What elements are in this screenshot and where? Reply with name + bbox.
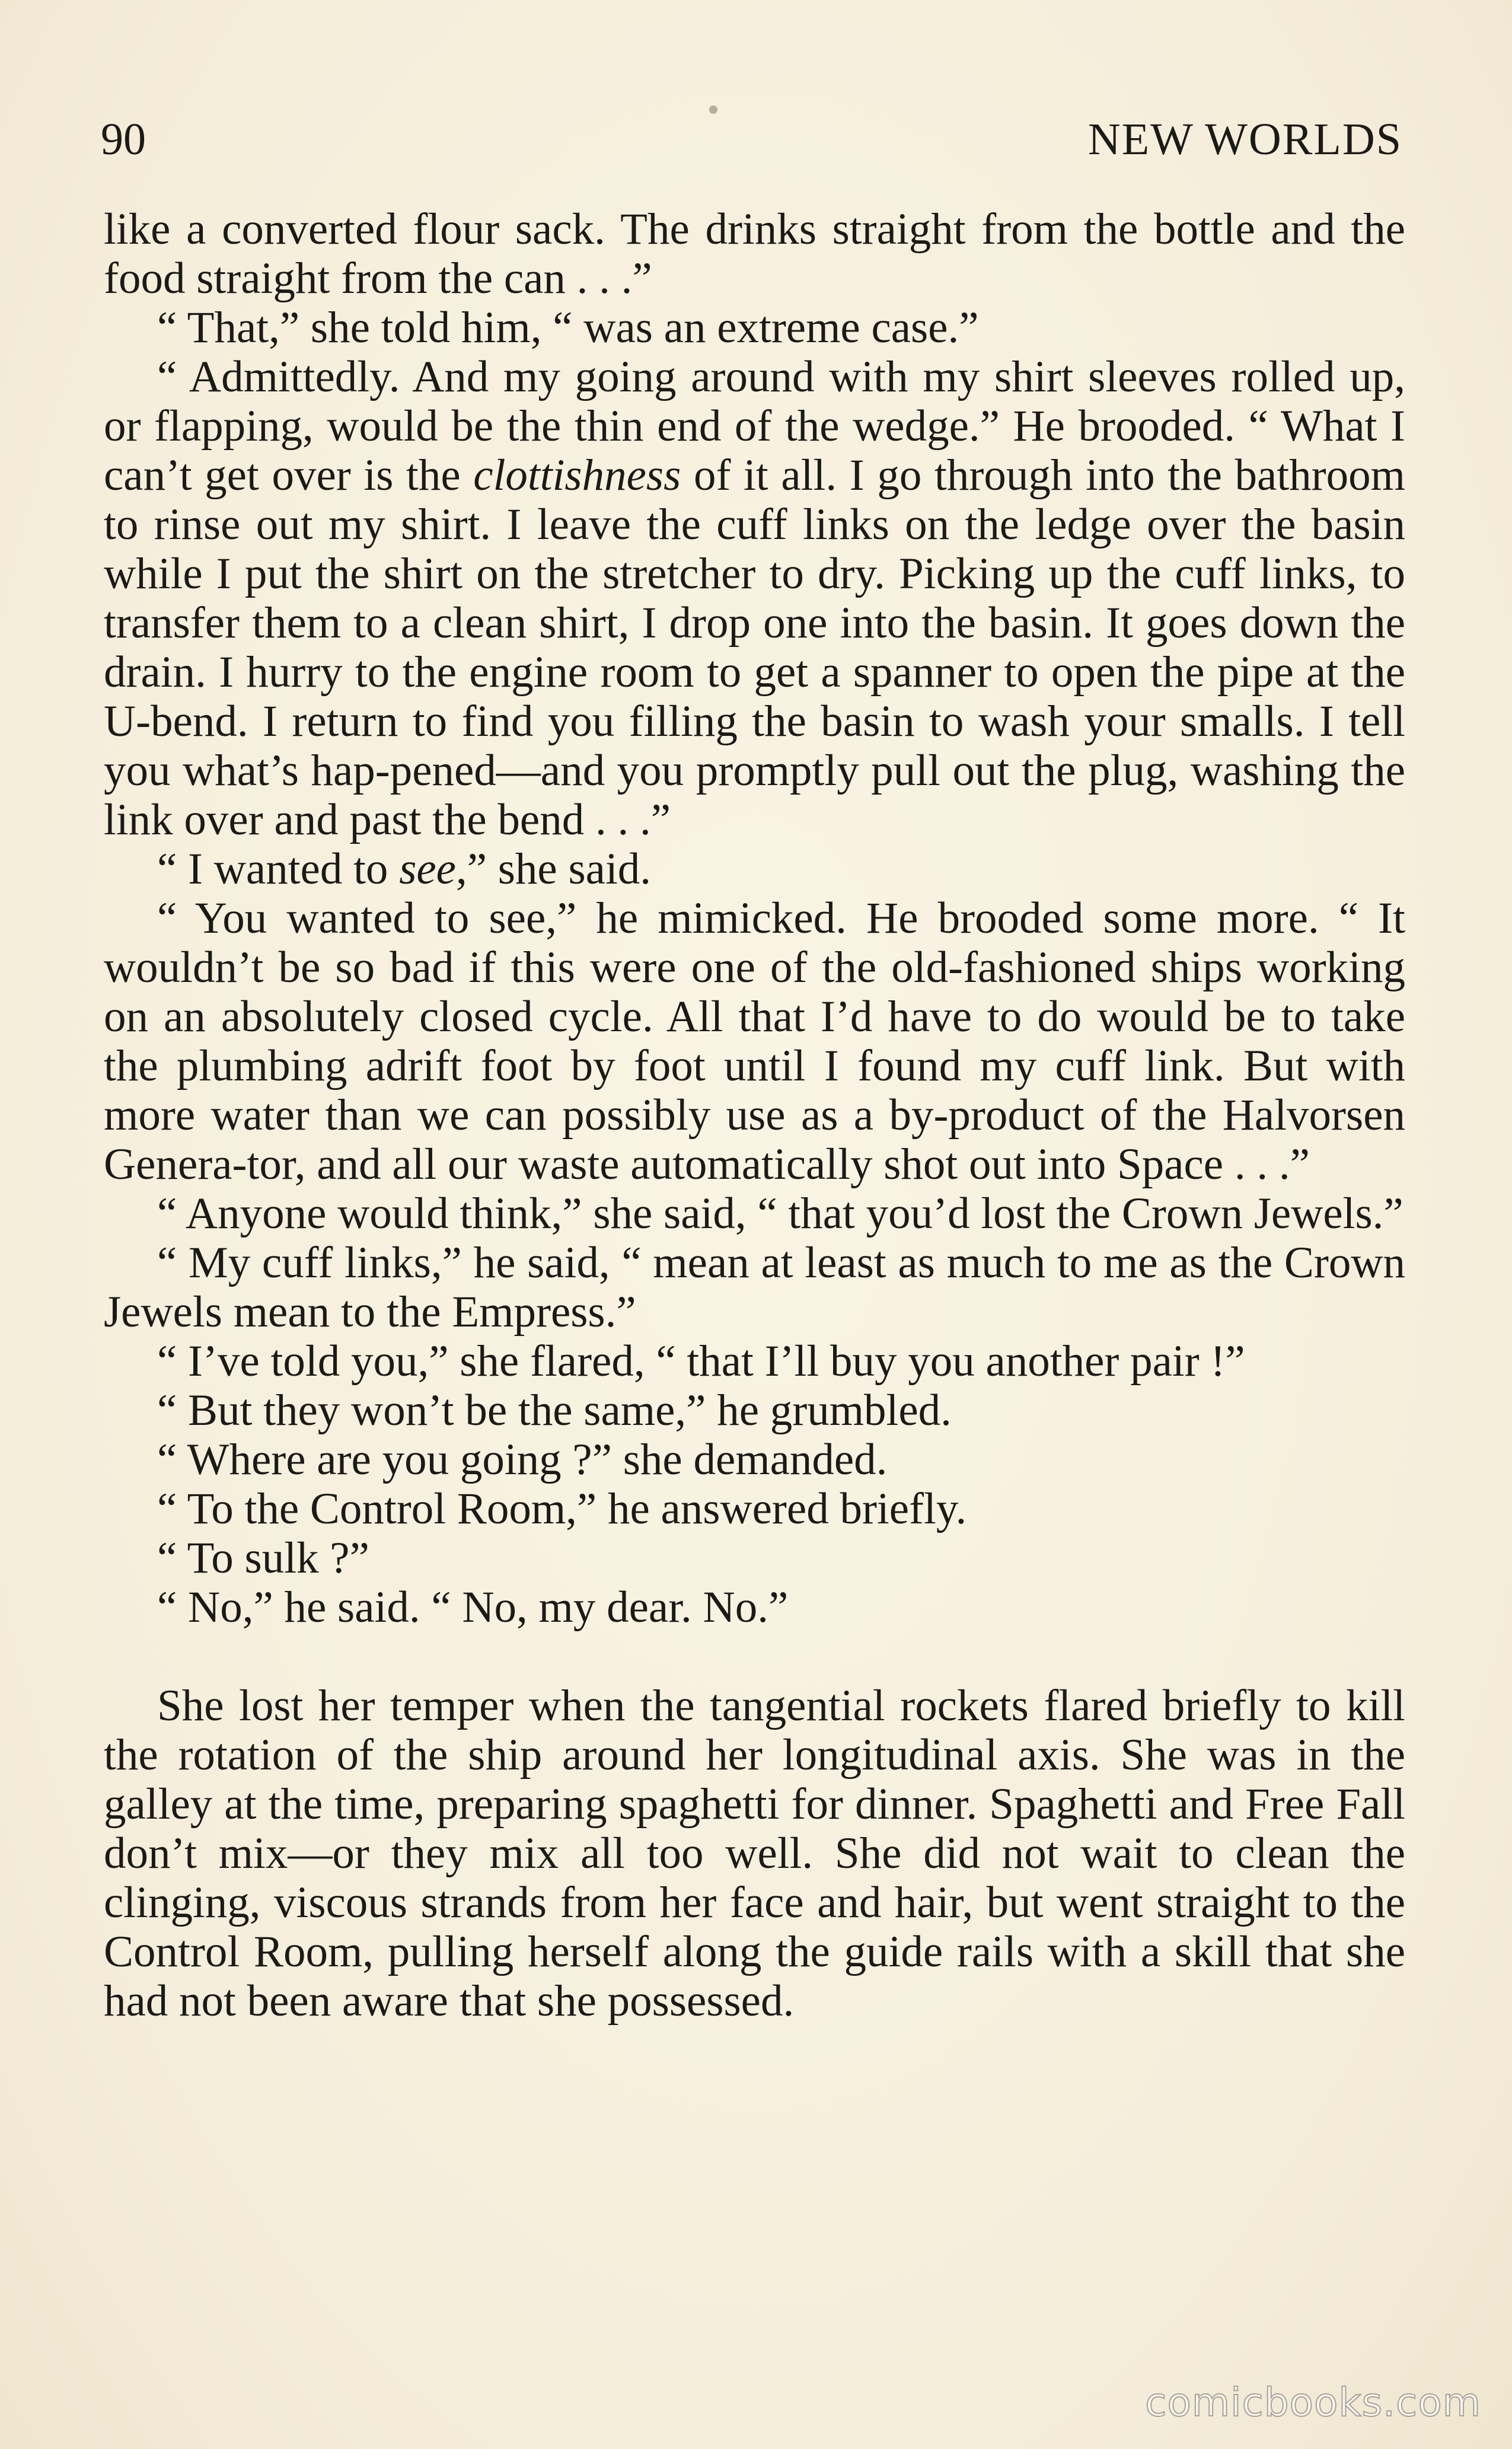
paragraph [104,844,1405,894]
italic-word: see [399,844,456,894]
watermark: comicbooks.com [1145,2380,1481,2425]
paragraph: “ Anyone would think,” she said, “ that you’d lost the Crown Jewels.” [157,1189,1403,1238]
text-run: of it all. I go through into the bathroom to rinse out my shirt. I leave the cuff links on the ledge over the basin while I put the shirt on the stretcher to dry. Picking up the cuff links, to transfer them to a clean shirt, I drop one into the basin. It goes down the drain. I hurry to the engine room to get a spanner to open the pipe at the U-bend. I return to find you filling the basin to wash your smalls. I tell you what’s hap-pened—and you promptly pull out the plug, washing the link over and past the bend . . .” [104,451,1405,844]
paragraph: “ Where are you going ?” she demanded. [157,1435,888,1484]
text-run: ,” she said. [455,844,652,894]
paragraph: She lost her temper when the tangential rockets flared briefly to kill the rotation of the ship around her longitudinal axis. She was in the galley at the time, preparing spaghetti for dinner. Spaghetti and Free Fall don’t mix—or they mix all too well. She did not wait to clean the clinging, viscous strands from her face and hair, but went straight to the Control Room, pulling herself along the guide rails with a skill that she had not been aware that she possessed. [104,1681,1405,2026]
paragraph: “ No,” he said. “ No, my dear. No.” [157,1583,789,1632]
paragraph: “ But they won’t be the same,” he grumbled. [157,1386,952,1435]
italic-word: clottishness [473,451,681,500]
page-header [101,107,1402,172]
page-number: 90 [101,114,146,164]
paragraph: “ I’ve told you,” she flared, “ that I’ll buy you another pair !” [157,1337,1245,1386]
paragraph: “ To the Control Room,” he answered briefly. [157,1484,967,1533]
paragraph: like a converted flour sack. The drinks straight from the bottle and the food straight from the can . . .” [104,205,1405,303]
text-run: “ I wanted to [157,844,400,894]
story-text [104,205,1405,2026]
text-run: “ Admittedly. And my going around with my shirt sleeves rolled up, or flapping, would be the thin end of the wedge.” He brooded. “ What I can’t get over is the [104,352,1405,500]
running-head: NEW WORLDS [1087,114,1402,164]
paragraph: “ My cuff links,” he said, “ mean at least as much to me as the Crown Jewels mean to the Empress.” [104,1238,1405,1337]
paragraph: “ That,” she told him, “ was an extreme case.” [157,303,979,352]
paragraph [104,352,1405,844]
paragraph: “ To sulk ?” [157,1533,369,1583]
paragraph: “ You wanted to see,” he mimicked. He brooded some more. “ It wouldn’t be so bad if this were one of the old-fashioned ships working on an absolutely closed cycle. All that I’d have to do would be to take the plumbing adrift foot by foot until I found my cuff link. But with more water than we can possibly use as a by-product of the Halvorsen Genera-tor, and all our waste automatically shot out into Space . . .” [104,894,1405,1189]
